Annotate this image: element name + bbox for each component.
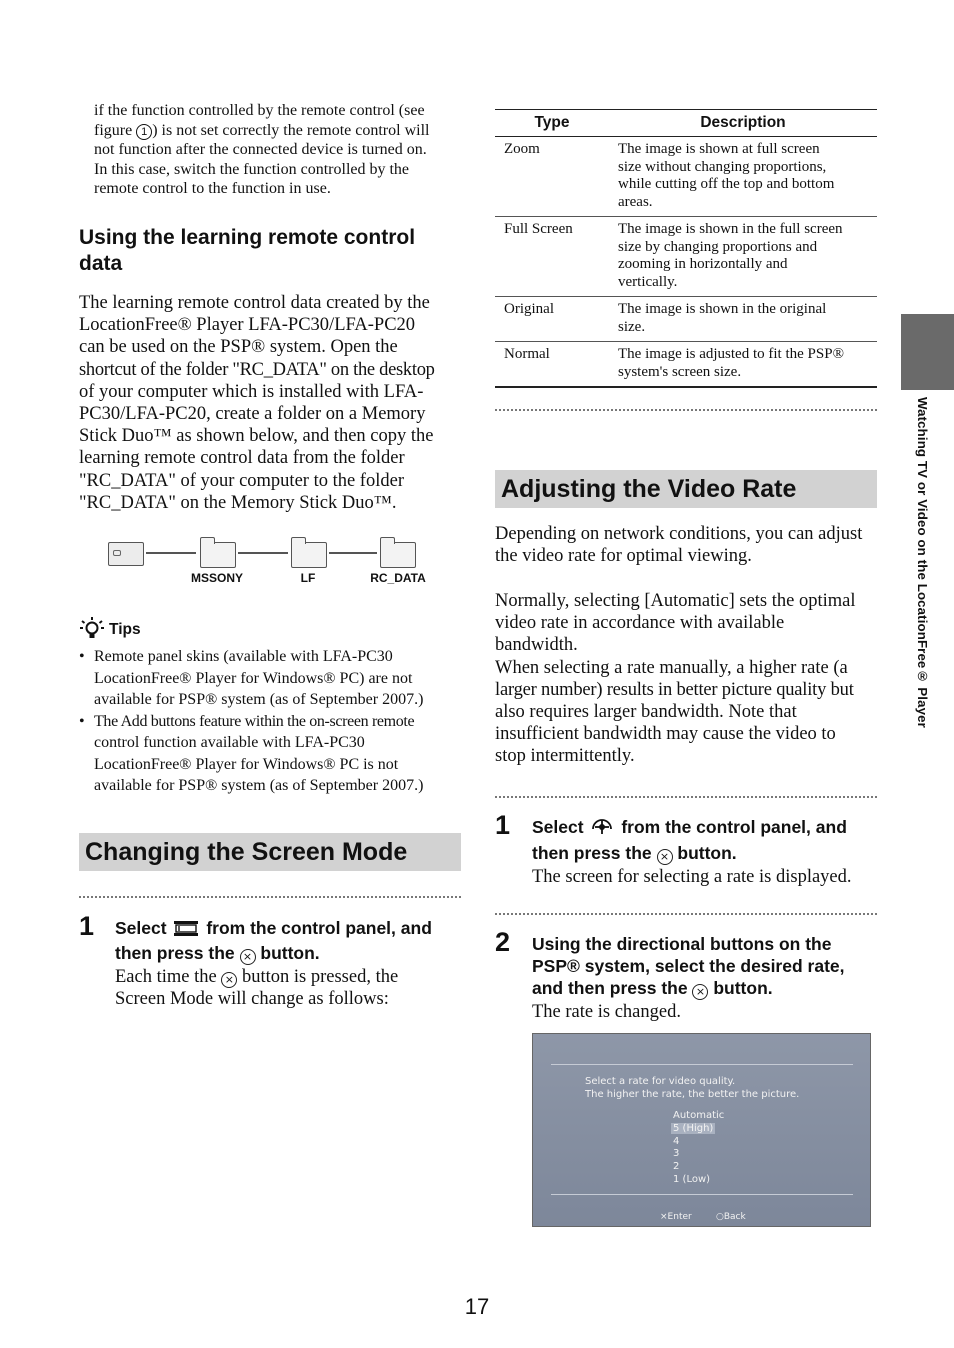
x-icon: × <box>660 1212 668 1222</box>
step-title <box>115 917 475 965</box>
text-fragment: button is pressed, the <box>241 967 399 987</box>
divider <box>495 913 877 915</box>
text-line: Depending on network conditions, you can adjust <box>495 524 863 544</box>
text-line: LocationFree® Player for Windows® PC is not <box>94 755 399 773</box>
text-line: The image is shown in the original <box>618 301 827 317</box>
text-line: The image is shown in the full screen <box>618 221 843 237</box>
text-line: In this case, switch the function controlled by the <box>94 160 410 178</box>
text-line <box>94 121 464 141</box>
chapter-tab-marker <box>901 314 954 390</box>
text-line: the video rate for optimal viewing. <box>495 546 752 567</box>
figure-ref-badge: 1 <box>136 124 152 140</box>
divider <box>551 1064 853 1065</box>
text-line: can be used on the PSP® system. Open the <box>79 337 398 358</box>
step-body: The rate is changed. <box>532 1002 681 1022</box>
text-line: system's screen size. <box>618 363 742 380</box>
text-line: if the function controlled by the remote control (see <box>94 102 425 119</box>
table-row <box>495 342 877 388</box>
folder-icon <box>291 542 327 568</box>
mode-description <box>609 137 877 217</box>
text-fragment: from the control panel, and <box>206 918 432 938</box>
text-fragment: Select <box>532 817 584 837</box>
text-line: of your computer which is installed with LFA- <box>79 381 424 402</box>
memory-stick-icon <box>108 542 144 566</box>
text-line: PSP® system, select the desired rate, <box>532 956 845 976</box>
folder-icon <box>380 542 416 568</box>
text-line: stop intermittently. <box>495 746 635 767</box>
video-rate-description <box>495 590 890 768</box>
table-row <box>495 297 877 342</box>
rate-option[interactable]: 1 (Low) <box>673 1174 711 1185</box>
circle-icon: ○ <box>716 1212 724 1222</box>
video-rate-banner: Adjusting the Video Rate <box>495 470 877 508</box>
rate-option[interactable]: Automatic <box>673 1110 725 1121</box>
text-line: When selecting a rate manually, a higher rate (a <box>495 657 848 678</box>
text-line: The image is adjusted to fit the PSP® <box>618 346 844 362</box>
text-line: control function available with LFA-PC30 <box>94 734 365 751</box>
video-rate-intro <box>495 523 890 567</box>
text-fragment: button. <box>260 943 320 963</box>
screen-prompt: Select a rate for video quality. <box>585 1076 736 1087</box>
step-number: 1 <box>79 911 95 941</box>
table-row <box>495 217 877 297</box>
video-rate-step-2 <box>532 933 902 1023</box>
mode-type: Normal <box>495 342 609 388</box>
table-row <box>495 137 877 217</box>
text-line: shortcut of the folder "RC_DATA" on the desktop <box>79 359 435 380</box>
text-fragment: and then press the <box>532 978 688 998</box>
text-line: • The Add buttons feature within the on-screen remote <box>94 712 415 730</box>
text-fragment: figure <box>94 121 137 139</box>
enter-hint[interactable] <box>660 1212 692 1222</box>
text-line: zooming in horizontally and <box>618 256 788 272</box>
screen-mode-table <box>495 109 877 388</box>
page-number: 17 <box>464 1294 490 1319</box>
x-button-icon: × <box>657 849 673 865</box>
folder-icon <box>200 542 236 568</box>
screen-mode-icon <box>173 920 199 942</box>
rate-option[interactable]: 2 <box>673 1161 680 1172</box>
tips-list <box>79 646 464 797</box>
text-line: The learning remote control data created by the <box>79 293 430 313</box>
text-fragment: button. <box>677 843 737 863</box>
list-item <box>79 711 464 797</box>
learning-section-heading: Using the learning remote control data <box>79 226 416 275</box>
text-line: video rate in accordance with available <box>495 613 785 634</box>
text-fragment: Screen Mode will change as follows: <box>115 989 389 1010</box>
text-line: • Remote panel skins (available with LFA-PC30 <box>94 648 393 665</box>
mode-description <box>609 342 877 388</box>
text-line: available for PSP® system (as of September 2007.) <box>94 777 424 794</box>
text-fragment: then press the <box>115 943 235 963</box>
mode-type: Original <box>495 297 609 342</box>
mode-type: Zoom <box>495 137 609 217</box>
text-line: vertically. <box>618 273 678 290</box>
list-item <box>79 646 464 711</box>
text-line: "RC_DATA" of your computer to the folder <box>79 470 404 491</box>
text-line: also requires larger bandwidth. Note that <box>495 702 797 723</box>
rate-option[interactable]: 3 <box>673 1148 680 1159</box>
table-header: Type <box>495 110 609 137</box>
chapter-side-title: Watching TV or Video on the LocationFree® Player <box>915 397 930 728</box>
text-fragment: Back <box>723 1212 746 1222</box>
text-line: size. <box>618 318 646 335</box>
text-line: Using the directional buttons on the <box>532 934 832 954</box>
folder-label-mssony: MSSONY <box>190 571 243 585</box>
rate-option-selected[interactable]: 5 (High) <box>673 1123 714 1134</box>
step-title <box>532 816 902 865</box>
screen-prompt: The higher the rate, the better the picture. <box>585 1089 800 1100</box>
text-fragment: Each time the <box>115 967 217 987</box>
intro-paragraph <box>94 101 464 199</box>
rate-option[interactable]: 4 <box>673 1136 680 1147</box>
text-line: larger number) results in better picture quality but <box>495 679 854 700</box>
text-line: Normally, selecting [Automatic] sets the optimal <box>495 591 856 611</box>
table-header: Description <box>609 110 877 137</box>
step-number: 2 <box>495 927 511 957</box>
x-button-icon: × <box>240 949 256 965</box>
text-line: size by changing proportions and <box>618 238 818 255</box>
text-line: insufficient bandwidth may cause the video to <box>495 724 836 745</box>
step-number: 1 <box>495 810 511 840</box>
divider <box>79 896 461 898</box>
text-fragment: then press the <box>532 843 652 863</box>
step-body <box>115 966 475 1010</box>
mode-type: Full Screen <box>495 217 609 297</box>
tips-title: Tips <box>109 621 141 638</box>
screen-mode-banner: Changing the Screen Mode <box>79 833 461 871</box>
text-line: "RC_DATA" on the Memory Stick Duo™. <box>79 492 397 513</box>
text-line: PC30/LFA-PC20, create a folder on a Memory <box>79 404 426 425</box>
x-button-icon: × <box>692 984 708 1000</box>
folder-label-lf: LF <box>300 571 316 585</box>
step-body: The screen for selecting a rate is displayed. <box>532 867 852 887</box>
psp-rate-screen <box>532 1033 871 1227</box>
back-hint[interactable] <box>716 1212 746 1222</box>
text-fragment: Select <box>115 918 167 938</box>
text-line: learning remote control data from the folder <box>79 448 405 469</box>
step-title <box>532 933 902 1000</box>
folder-label-rc-data: RC_DATA <box>370 571 426 585</box>
x-button-icon: × <box>221 972 237 988</box>
video-rate-icon <box>590 817 614 842</box>
text-line: bandwidth. <box>495 635 578 656</box>
mode-description <box>609 297 877 342</box>
divider <box>495 796 877 798</box>
text-line: available for PSP® system (as of September 2007.) <box>94 691 424 708</box>
text-line: not function after the connected device is turned on. <box>94 141 427 159</box>
text-line: Stick Duo™ as shown below, and then copy the <box>79 426 434 447</box>
video-rate-step-1 <box>532 816 902 888</box>
divider <box>551 1194 853 1195</box>
text-line: size without changing proportions, <box>618 158 827 175</box>
text-line: LocationFree® Player for Windows® PC) are not <box>94 669 413 687</box>
learning-paragraph <box>79 292 469 514</box>
lightbulb-icon <box>79 615 109 643</box>
text-line: remote control to the function in use. <box>94 180 331 198</box>
text-line: The image is shown at full screen <box>618 141 820 157</box>
text-fragment: Enter <box>667 1212 692 1222</box>
divider <box>495 409 877 411</box>
folder-diagram <box>100 530 450 590</box>
text-line: while cutting off the top and bottom <box>618 176 835 192</box>
text-fragment: ) is not set correctly the remote control will <box>152 121 430 139</box>
mode-description <box>609 217 877 297</box>
text-line: areas. <box>618 193 653 210</box>
text-fragment: from the control panel, and <box>621 817 847 837</box>
screen-mode-step-1 <box>115 917 475 1010</box>
text-fragment: button. <box>713 978 773 998</box>
text-line: LocationFree® Player LFA-PC30/LFA-PC20 <box>79 315 416 336</box>
